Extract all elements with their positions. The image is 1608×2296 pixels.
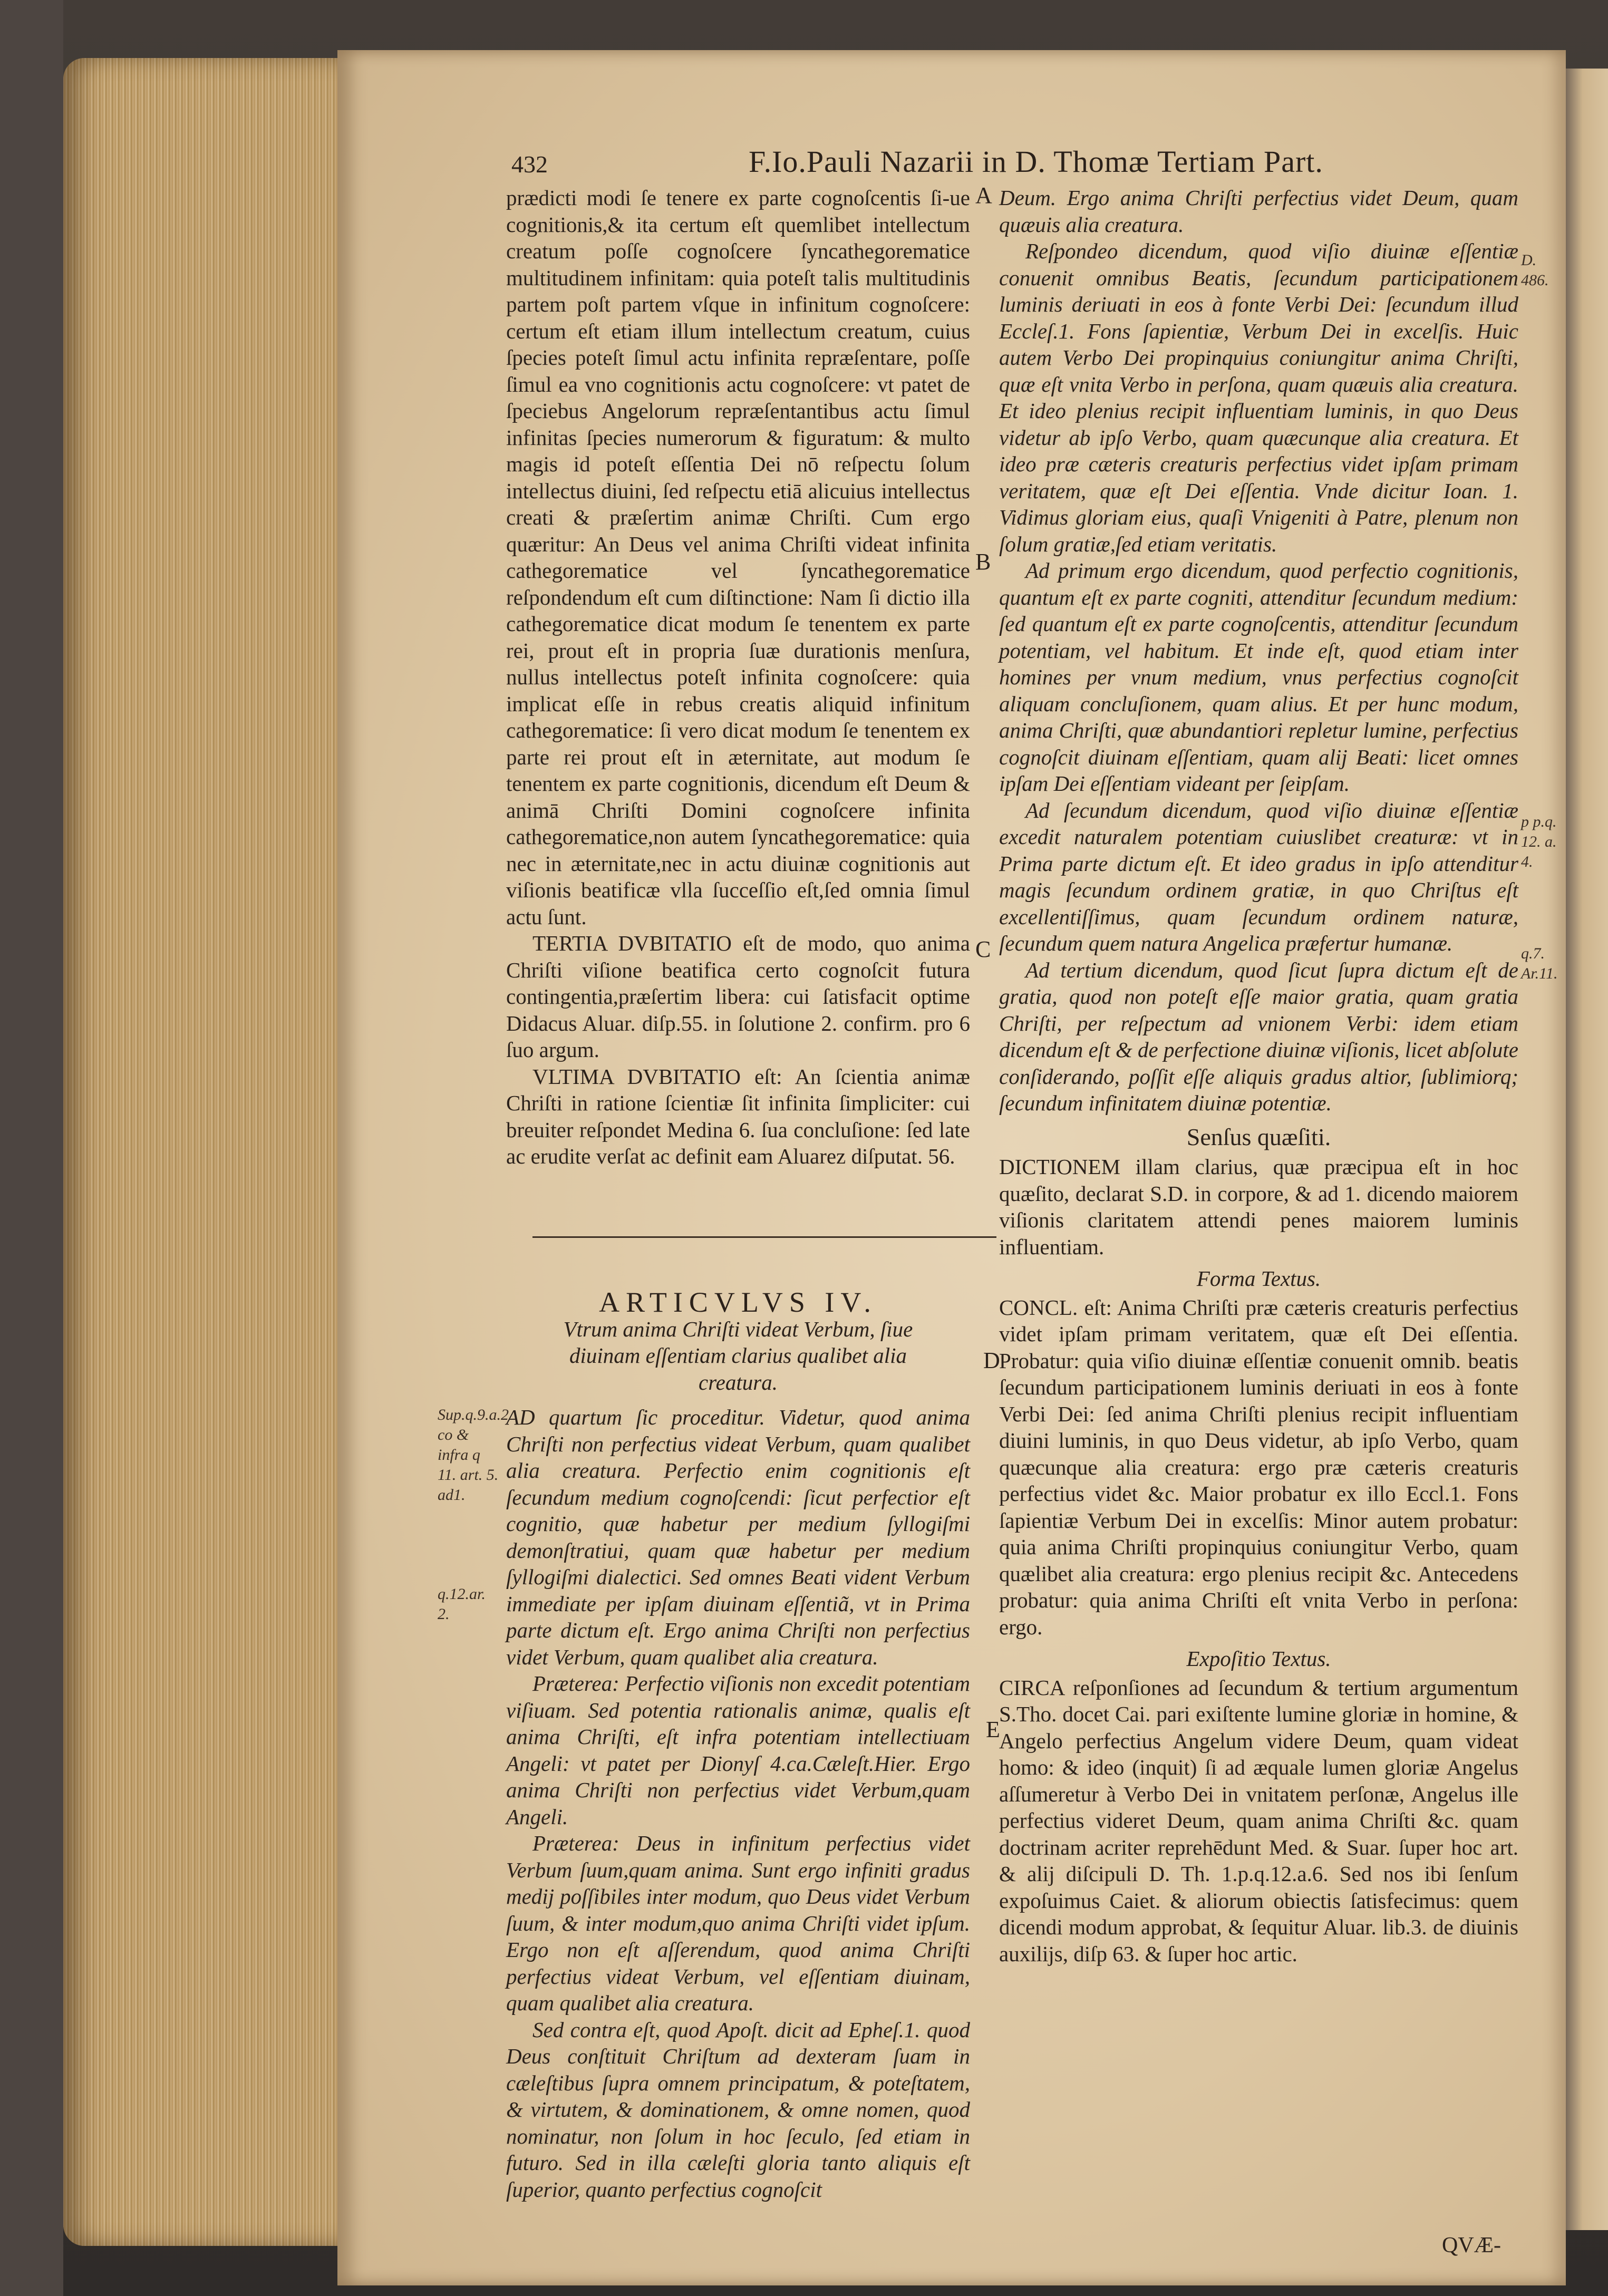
section-letter: B [975, 549, 991, 575]
catchword: QVÆ- [1442, 2233, 1501, 2258]
article-paragraph: Præterea: Perfectio viſionis non excedit potentiam viſiuam. Sed potentia rationalis animæ, qualis eſt anima Chriſti, eſt infra potentiam intellectiuam Angeli: vt patet per Dionyſ 4.ca.Cæleſt.Hier. Ergo anima Chriſti non perfectius videt Verbum,quam Angeli. [506, 1671, 970, 1829]
facing-page-edge [1566, 69, 1608, 2230]
margin-note-right: p p.q. 12. a. 4. [1521, 813, 1557, 870]
article-paragraph: Sed contra eſt, quod Apoſt. dicit ad Epheſ.1. quod Deus conſtituit Chriſtum ad dexteram ſuam in cæleſtibus ſupra omnem principatum, & poteſtatem, & virtutem, & dominationem, & omne nomen, quod nominatur, non ſolum in hoc ſeculo, ſed etiam in futuro. Sed in illa cæleſti gloria tanto aliquis eſt ſuperior, quanto perfectius cognoſcit [506, 2017, 970, 2202]
section-letter: D [983, 1348, 1000, 1373]
article-paragraph: AD quartum ſic proceditur. Videtur, quod anima Chriſti non perfectius videat Verbum, quam qualibet alia creatura. Perfectio enim cognitionis eſt ſecundum medium cognoſcendi: ſicut perfectior eſt cognitio, quæ habetur per medium ſyllogiſmi demonſtratiui, quam quæ habetur per medium ſyllogiſmi dialectici. Sed omnes Beati vident Verbum immediate per ipſam diuinam eſſentiã, vt in Prima parte dictum eſt. Ergo anima Chriſti non perfectius videt Verbum, quam qualibet alia creatura. [506, 1405, 970, 1669]
article-paragraph: Præterea: Deus in infinitum perfectius videt Verbum ſuum,quam anima. Sunt ergo infiniti gradus medij poſſibiles inter modum, quo Deus videt Verbum ſuum, & inter modum,quo anima Chriſti videt ipſum. Ergo non eſt aſſerendum, quod anima Chriſti perfectius videat Verbum, vel eſſentiam diuinam, quam qualibet alia creatura. [506, 1831, 970, 2015]
left-column-top [506, 185, 970, 1170]
margin-note-left: q.12.ar. 2. [438, 1585, 486, 1623]
section-letter: C [975, 936, 991, 962]
expositio-heading: Expoſitio Textus. [1186, 1646, 1331, 1671]
section-letter: E [986, 1717, 1000, 1742]
tertia-dubitatio: TERTIA DVBITATIO eſt de modo, quo anima Chriſti viſione beatifica certo cognoſcit futura contingentia,præſertim libera: cui ſatisfacit optime Didacus Aluar. diſp.55. in ſolutione 2. confirm. pro 6 ſuo argum. [506, 931, 970, 1062]
article-question: Vtrum anima Chriſti videat Verbum, ſiue diuinam eſſentiam clarius qualibet alia creatura. [563, 1316, 913, 1394]
sensus-paragraph: DICTIONEM illam clarius, quæ præcipua eſt in hoc quæſito, declarat S.D. in corpore, & ad 1. dicendo maiorem viſionis claritatem attendi penes maiorem luminis influentiam. [999, 1155, 1518, 1259]
expositio-paragraph: CIRCA reſponſiones ad ſecundum & tertium argumentum S.Tho. docet Cai. pari exiſtente lumine gloriæ in homine, & Angelo perfectius Angelum videre Deum, quam videat homo: & ideo (inquit) ſi ad æquale lumen gloriæ Angelus aſſumeretur à Verbo Dei in vnitatem perſonæ, Angelus ille perfectius videret Deum, quam anima Chriſti &c. quam doctrinam acriter reprehēdunt Med. & Suar. ſuper hoc art. & alij diſcipuli D. Th. 1.p.q.12.a.6. Sed nos ibi ſenſum expoſuimus Caiet. & aliorum obiectis ſatisfecimus: quem dicendi modum approbat, & ſequitur Aluar. lib.3. de diuinis auxilijs, diſp 63. & ſuper hoc artic. [999, 1675, 1518, 1966]
forma-paragraph: CONCL. eſt: Anima Chriſti præ cæteris creaturis perfectius videt ipſam primam veritatem, quæ eſt Dei eſſentia. Probatur: quia viſio diuinæ eſſentiæ conuenit omnib. beatis ſecundum participationem luminis deriuati in eos à fonte Verbi Dei: ſed anima Chriſti plenius recipit influentiam diuini luminis, in quo Deus videtur, ab ipſo Verbo, quam quæcunque alia creatura: ergo præ cæteris creaturis perfectius videt &c. Maior probatur ex illo Eccl.1. Fons ſapientiæ Verbum Dei in excelſis: Minor autem probatur: quia anima Chriſti propinquius coniungitur Verbo, quam quælibet alia creatura: ergo plenius recipit &c. Antecedens probatur: quia anima Chriſti eſt vnita Verbo in perſona: ergo. [999, 1295, 1518, 1639]
left-paragraph: prædicti modi ſe tenere ex parte cognoſcentis ſi‑ue cognitionis,& ita certum eſt quemlibet intellectum creatum poſſe cognoſcere ſyncathegorematice multitudinem infinitam: quia poteſt talis multitudinis partem poſt partem vſque in infinitum cognoſcere: certum eſt etiam illum intellectum creatum, cuius ſpecies poteſt ſimul actu infinita repræſentare, poſſe ſimul ea vno cognitionis actu cognoſcere: vt patet de ſpeciebus Angelorum repræſentantibus actu ſimul infinitas ſpecies numerorum & figuratum: & multo magis id poteſt eſſentia Dei nō reſpectu ſolum intellectus diuini, ſed reſpectu etiā alicuius intellectus creati & præſertim animæ Chriſti. Cum ergo quæritur: An Deus vel anima Chriſti videat infinita cathegorematice vel ſyncathegorematice reſpondendum eſt cum diſtinctione: Nam ſi dictio illa cathegorematice dicat modum ſe tenentem ex parte rei, prout eſt in propria ſuæ durationis menſura, nullus intellectus poteſt infinita cognoſcere: quia implicat eſſe in rebus creatis aliquid infinitum cathegorematice: ſi vero dicat modum ſe tenentem ex parte rei prout eſt in æternitate, aut modum ſe tenentem ex parte cognitionis, dicendum eſt Deum & animā Chriſti Domini cognoſcere infinita cathegorematice,non autem ſyncathegorematice: quia nec in æternitate,nec in actu diuinæ cognitionis aut viſionis beatificæ vlla ſucceſſio eſt,ſed omnia ſimul actu ſunt. [506, 186, 970, 929]
ad-secundum-paragraph: Ad ſecundum dicendum, quod viſio diuinæ eſſentiæ excedit naturalem potentiam cuiuslibet creaturæ: vt in Prima parte dictum eſt. Et ideo gradus in ipſo attenditur magis ſecundum ordinem gratiæ, in quo Chriſtus eſt excellentiſſimus, quam ſecundum ordinem naturæ, ſecundum quem natura Angelica præfertur humanæ. [999, 798, 1518, 955]
ad-tertium-paragraph: Ad tertium dicendum, quod ſicut ſupra dictum eſt de gratia, quod non poteſt eſſe maior gratia, quam gratia Chriſti, per reſpectum ad vnionem Verbi: idem etiam dicendum eſt & de perfectione diuinæ viſionis, licet abſolute conſiderando, poſſit eſſe aliquis gradus altior, ſublimiorq; ſecundum infinitatem diuinæ potentiæ. [999, 957, 1518, 1115]
margin-note-right: D. 486. [1521, 251, 1549, 289]
article-title: ARTICVLVS IV. [599, 1286, 877, 1318]
running-head: F.Io.Pauli Nazarii in D. Thomæ Tertiam Part. [749, 144, 1323, 179]
margin-note-left: Sup.q.9.a.2 co & infra q 11. art. 5. ad1. [438, 1406, 509, 1504]
sensus-heading: Senſus quæſiti. [1186, 1123, 1331, 1150]
book-fore-edge [63, 58, 359, 2246]
right-column [999, 185, 1518, 1967]
ad-primum-paragraph: Ad primum ergo dicendum, quod perfectio cognitionis, quantum eſt ex parte cogniti, attenditur ſecundum medium: ſed quantum eſt ex parte cognoſcentis, attenditur ſecundum potentiam, vel habitum. Et inde eſt, quod etiam inter homines per vnum medium, vnus perfectius cognoſcit aliquam concluſionem, quam alius. Et per hunc modum, anima Chriſti, quæ abundantiori repletur lumine, perfectius cognoſcit diuinam eſſentiam, quam alij Beati: licet omnes ipſam Dei eſſentiam videant per ſeipſam. [999, 558, 1518, 796]
forma-heading: Forma Textus. [1196, 1266, 1321, 1291]
section-divider [532, 1236, 996, 1238]
margin-note-right: q.7. Ar.11. [1521, 945, 1558, 982]
ultima-dubitatio: VLTIMA DVBITATIO eſt: An ſcientia animæ Chriſti in ratione ſcientiæ ſit infinita ſimpliciter: cui breuiter reſpondet Medina 6. ſua concluſione: ſed late ac erudite verſat ac definit eam Aluarez diſputat. 56. [506, 1064, 970, 1168]
right-opening: Deum. Ergo anima Chriſti perfectius videt Deum, quam quæuis alia creatura. [999, 186, 1518, 237]
left-column-article [506, 1286, 970, 2203]
respondeo-paragraph: Reſpondeo dicendum, quod viſio diuinæ eſſentiæ conuenit omnibus Beatis, ſecundum participationem luminis deriuati in eos à fonte Verbi Dei: ſecundum illud Eccleſ.1. Fons ſapientiæ, Verbum Dei in excelſis. Huic autem Verbo Dei propinquius coniungitur anima Chriſti, quæ eſt vnita Verbo in perſona, quam quæuis alia creatura. Et ideo plenius recipit influentiam luminis, in quo Deus videtur ab ipſo Verbo, quam quæcunque alia creatura. Et ideo præ cæteris creaturis perfectius videt ipſam primam veritatem, quæ eſt Dei eſſentia. Vnde dicitur Ioan. 1. Vidimus gloriam eius, quaſi Vnigeniti à Patre, plenum non ſolum gratiæ,ſed etiam veritatis. [999, 239, 1518, 556]
binding-cloth [0, 0, 63, 2296]
section-letter: A [975, 182, 992, 208]
page-number: 432 [511, 151, 548, 178]
